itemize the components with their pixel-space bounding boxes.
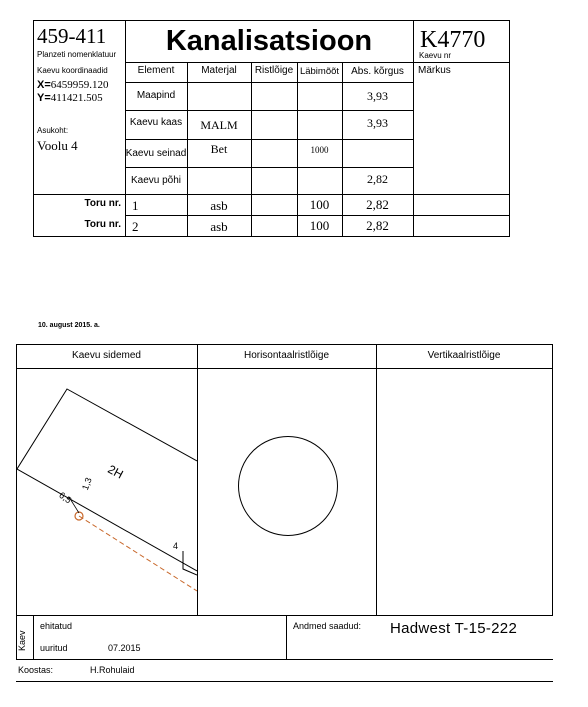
row-height: 3,93 [367,116,388,130]
pipe-height: 2,82 [366,218,389,233]
row-element: Kaevu seinad [125,148,187,159]
row-height: 3,93 [367,89,388,103]
pipe-number: 2 [132,219,139,234]
well-section-circle [239,437,338,536]
dimension-label: 1,3 [80,476,94,492]
well-number: K4770 [420,27,486,53]
author-label: Koostas: [18,665,54,675]
building-outline [17,389,197,469]
horizontal-section [237,435,339,537]
x-value: 6459959.120 [50,79,109,91]
panel-title-horizontal: Horisontaalristlõige [243,350,330,361]
x-coordinate [37,79,109,92]
well-number-label: Kaevu nr [419,51,452,60]
y-value: 411421.505 [50,92,103,104]
col-header-material: Materjal [201,65,237,76]
pipe-diameter: 100 [309,197,330,212]
built-label: ehitatud [40,621,73,631]
pipe-label: Toru nr. [84,198,121,209]
row-element: Maapind [136,90,176,101]
data-from: Hadwest T-15-222 [390,620,518,637]
col-header-remark: Märkus [418,65,451,76]
measured-date: 07.2015 [108,643,141,653]
pipe-line [79,516,197,591]
pipe-material: asb [210,219,228,234]
dimension-label: 6,5 [57,490,74,506]
row-element: Kaevu kaas [129,117,183,128]
building-label: 2H [105,462,126,482]
location: Voolu 4 [37,138,78,153]
pipe-number: 1 [132,198,139,213]
building-edge [17,469,197,571]
panel-title-vertical: Vertikaalristlõige [427,350,501,361]
row-element: Kaevu põhi [130,175,182,186]
y-prefix: Y= [37,92,51,104]
building-wall [183,551,197,575]
row-diameter: 1000 [310,145,329,155]
footer-side-label: Kaev [17,630,27,651]
measured-label: uuritud [40,643,68,653]
page-title: Kanalisatsioon [165,25,373,57]
pipe-height: 2,82 [366,197,389,212]
col-header-element: Element [137,65,175,76]
col-header-height: Abs. kõrgus [351,66,404,77]
panel-title-ties: Kaevu sidemed [72,350,141,361]
nomenclature: 459-411 [37,24,107,48]
pipe-material: asb [210,198,228,213]
author: H.Rohulaid [90,665,135,675]
dimension-label: 4 [173,541,179,551]
x-prefix: X= [37,79,51,91]
row-material: MALM [200,118,238,132]
row-material: Bet [210,142,228,156]
y-coordinate [37,92,103,105]
document-date: 10. august 2015. a. [38,322,100,329]
data-from-label: Andmed saadud: [293,621,362,631]
ties-sketch [17,369,197,615]
row-height: 2,82 [367,172,388,186]
coords-label: Kaevu koordinaadid [37,66,108,75]
col-header-diameter: Läbimõõt [299,66,340,77]
pipe-diameter: 100 [309,218,330,233]
nomenclature-label: Planzeti nomenklatuur [37,50,117,59]
location-label: Asukoht: [37,126,69,135]
pipe-label: Toru nr. [84,219,121,230]
col-header-section: Ristlõige [254,65,294,76]
